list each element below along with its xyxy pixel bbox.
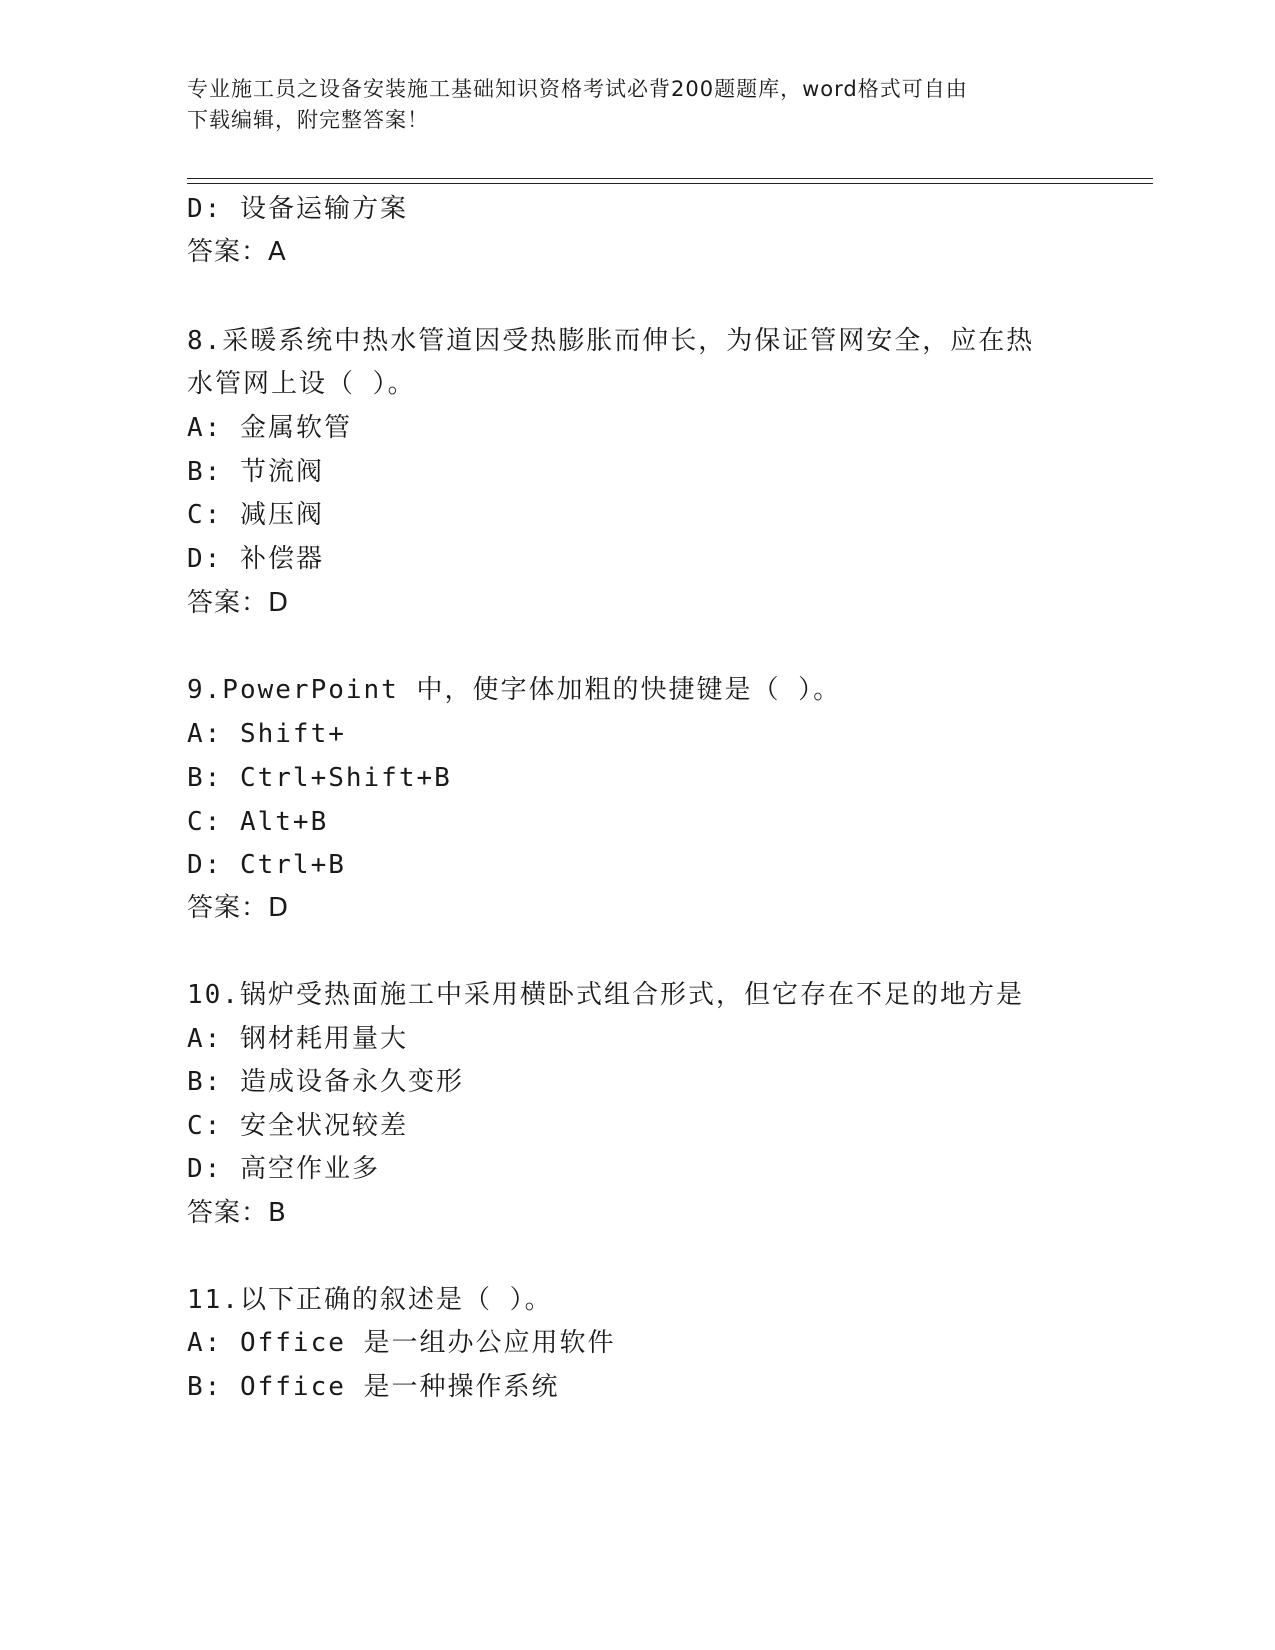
q9-option-b: B: Ctrl+Shift+B bbox=[187, 763, 452, 793]
q8-option-d: D: 补偿器 bbox=[187, 544, 324, 574]
q9-option-d: D: Ctrl+B bbox=[187, 850, 346, 880]
q11-option-b: B: Office 是一种操作系统 bbox=[187, 1372, 560, 1402]
q10-option-b: B: 造成设备永久变形 bbox=[187, 1067, 464, 1097]
prev-answer: 答案：A bbox=[187, 237, 287, 267]
header-rule-bottom bbox=[187, 183, 1153, 184]
q9-stem: 9.PowerPoint 中，使字体加粗的快捷键是（ ）。 bbox=[187, 675, 842, 705]
q9-option-a: A: Shift+ bbox=[187, 719, 346, 749]
document-header bbox=[187, 74, 1087, 136]
q8-answer: 答案：D bbox=[187, 588, 290, 618]
q8-stem-line-1: 8.采暖系统中热水管道因受热膨胀而伸长，为保证管网安全，应在热 bbox=[187, 326, 1035, 356]
q10-option-d: D: 高空作业多 bbox=[187, 1154, 380, 1184]
header-line-1: 专业施工员之设备安装施工基础知识资格考试必背200题题库，word格式可自由 bbox=[187, 77, 968, 101]
q11-option-a: A: Office 是一组办公应用软件 bbox=[187, 1328, 616, 1358]
q10-answer: 答案：B bbox=[187, 1198, 287, 1228]
prev-option-d: D: 设备运输方案 bbox=[187, 194, 408, 224]
q8-option-a: A: 金属软管 bbox=[187, 413, 352, 443]
q11-stem: 11.以下正确的叙述是（ ）。 bbox=[187, 1285, 553, 1315]
q9-option-c: C: Alt+B bbox=[187, 807, 329, 837]
q8-option-b: B: 节流阀 bbox=[187, 457, 324, 487]
header-rule-top bbox=[187, 178, 1153, 179]
q8-option-c: C: 减压阀 bbox=[187, 500, 324, 530]
q9-answer: 答案：D bbox=[187, 893, 290, 923]
q10-option-c: C: 安全状况较差 bbox=[187, 1111, 408, 1141]
q10-stem: 10.锅炉受热面施工中采用横卧式组合形式，但它存在不足的地方是 bbox=[187, 980, 1024, 1010]
header-line-2: 下载编辑，附完整答案！ bbox=[187, 108, 429, 132]
q8-stem-line-2: 水管网上设（ ）。 bbox=[187, 369, 416, 399]
q10-option-a: A: 钢材耗用量大 bbox=[187, 1024, 408, 1054]
